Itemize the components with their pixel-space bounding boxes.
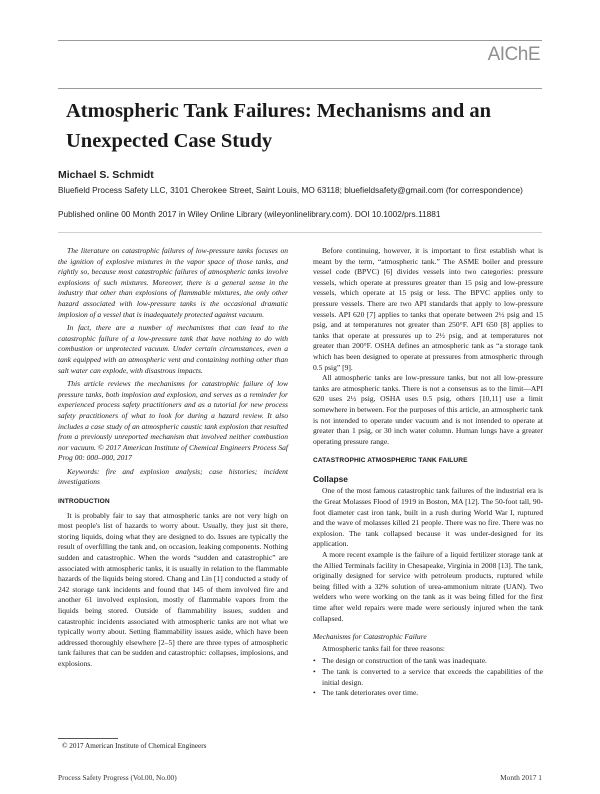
footer-date-page: Month 2017 1 <box>500 773 542 782</box>
header-rule-bottom <box>58 88 542 89</box>
footnote-rule <box>58 738 118 739</box>
list-item: • The tank deteriorates over time. <box>313 688 543 699</box>
abstract-paragraph-3: This article reviews the mechanisms for catastrophic failure of low pressure tanks, both implosion and explosion, and serves as a reminder for experienced process safety practitioners and as a tutorial for new process safety practitioners of what to look for during a hazard review. It also includes a case study of an atmospheric caustic tank explosion that resulted from a previously unreported mechanism that involved neither combustion nor vacuum. © 2017 American Institute of Chemical Engineers Process Saf Prog 00: 000–000, 2017 <box>58 379 288 463</box>
abstract-paragraph-1: The literature on catastrophic failures of low-pressure tanks focuses on the ignition of explosive mixtures in the vapor space of those tanks, and rightly so, because most catastrophic failures of atmospheric tanks involve explosions of such mixtures. Moreover, there is a general sense in the industry that other than explosions of flammable mixtures, the only other hazard associated with low-pressure tanks is the occasional dramatic implosion of a vessel that is inadequately protected against vacuum. <box>58 246 288 319</box>
mechanisms-intro: Atmospheric tanks fail for three reasons: <box>322 643 446 653</box>
collapse-paragraph-1: One of the most famous catastrophic tank failures of the industrial era is the Great Molasses Flood of 1919 in Boston, MA [12]. The 50-foot tall, 90-foot diameter cast iron tank, built in a rush during World War I, ruptured and the wave of molasses killed 21 people. There was no fire. There was no explosion. The tank collapsed because it was under-designed for its application. <box>313 486 543 549</box>
article-title: Atmospheric Tank Failures: Mechanisms and an Unexpected Case Study <box>66 100 492 152</box>
abstract-paragraph-2: In fact, there are a number of mechanisms that can lead to the catastrophic failure of a low-pressure tank that have nothing to do with combustion or unprotected vacuum. Under certain circumstances, even a tank equipped with an atmospheric vent and containing nothing other than salt water can explode, with disastrous impacts. <box>58 323 288 375</box>
right-column <box>313 246 543 699</box>
header-divider <box>58 232 542 233</box>
section-heading: CATASTROPHIC ATMOSPHERIC TANK FAILURE <box>313 457 468 465</box>
journal-logo: AIChE <box>487 44 540 65</box>
copyright-notice: © 2017 American Institute of Chemical Engineers <box>62 742 207 750</box>
introduction-heading: INTRODUCTION <box>58 498 110 506</box>
body-paragraph-2: All atmospheric tanks are low-pressure tanks, but not all low-pressure tanks are atmospheric tanks. There is not a consensus as to the limit—API 620 uses 2½ psig, OSHA uses 0.5 psig, others [10,11] use a limit somewhere in between. For the purposes of this article, an atmospheric tank is not intended to operate under vacuum and is not intended to operate at greater than 1 psig, or 30 inch water column. Human lungs have a greater operating pressure range. <box>313 373 543 446</box>
introduction-section <box>58 497 288 670</box>
introduction-paragraph: It is probably fair to say that atmospheric tanks are not very high on most people's list of hazards to worry about. Usually, they just sit there, storing liquids, doing what they are designed to do. Issues are typically the result of overfilling the tank and, on occasion, leaking components. Nothing sudden and catastrophic. When the words “sudden and catastrophic” are associated with atmospheric tanks, it is usually in relation to the flammable hazards of the liquids being stored. Chang and Lin [1] conducted a study of 242 storage tank incidents and found that 145 of them involved fire and another 61 involved explosion, mostly of flammable vapors from the liquids being stored. Outside of flammability issues, sudden and catastrophic incidents associated with atmospheric tanks are not what we typically worry about. Setting flammability issues aside, which have been addressed thoroughly elsewhere [2–5] there are three types of atmospheric tank failures that can be sudden and catastrophic: collapses, implosions, and explosions. <box>58 510 288 668</box>
keywords: Keywords: fire and explosion analysis; case histories; incident investigations <box>58 466 288 487</box>
collapse-paragraph-2: A more recent example is the failure of a liquid fertilizer storage tank at the Allied Terminals facility in Chesapeake, Virginia in 2008 [13]. The tank, originally designed for service with petroleum products, ruptured while being filled with a 32% solution of urea-ammonium nitrate (UAN). Two welders who were working on the tank as it was being filled for the first time after weld repairs were made were seriously injured when the tank collapsed. <box>313 550 543 623</box>
list-item: • The tank is converted to a service that exceeds the capabilities of the initial design. <box>313 667 543 688</box>
author-name: Michael S. Schmidt <box>58 169 154 181</box>
subsection-heading-collapse: Collapse <box>313 473 348 484</box>
mechanisms-list <box>313 656 543 698</box>
body-paragraph-1: Before continuing, however, it is important to first establish what is meant by the term, “atmospheric tank.” The ASME boiler and pressure vessel code (BPVC) [6] divides vessels into two categories: pressure vessels, which operate at pressures greater than 15 psig and low-pressure vessels, which operate at 15 psig or less. The BPVC applies only to pressure vessels. There are two API standards that apply to low-pressure vessels. API 620 [7] applies to tanks that operate between 2½ psig and 15 psig, and at temperatures not greater than 250°F. API 650 [8] applies to tanks that operate at pressures up to 2½ psig, and at temperatures not greater than 200°F. OSHA defines an atmospheric tank as “a storage tank which has been designed to operate at pressures from atmospheric through 0.5 psig” [9]. <box>313 246 543 372</box>
mechanisms-heading: Mechanisms for Catastrophic Failure <box>313 632 427 642</box>
footer-journal: Process Safety Progress (Vol.00, No.00) <box>58 773 177 782</box>
list-item: • The design or construction of the tank was inadequate. <box>313 656 543 667</box>
author-affiliation: Bluefield Process Safety LLC, 3101 Cherokee Street, Saint Louis, MO 63118; bluefieldsafety@gmail.com (for correspondence) <box>58 185 523 195</box>
left-column <box>58 246 288 670</box>
header-rule-top <box>58 40 542 41</box>
publication-info: Published online 00 Month 2017 in Wiley Online Library (wileyonlinelibrary.com). DOI 10.1002/prs.11881 <box>58 209 441 219</box>
abstract <box>58 246 288 488</box>
